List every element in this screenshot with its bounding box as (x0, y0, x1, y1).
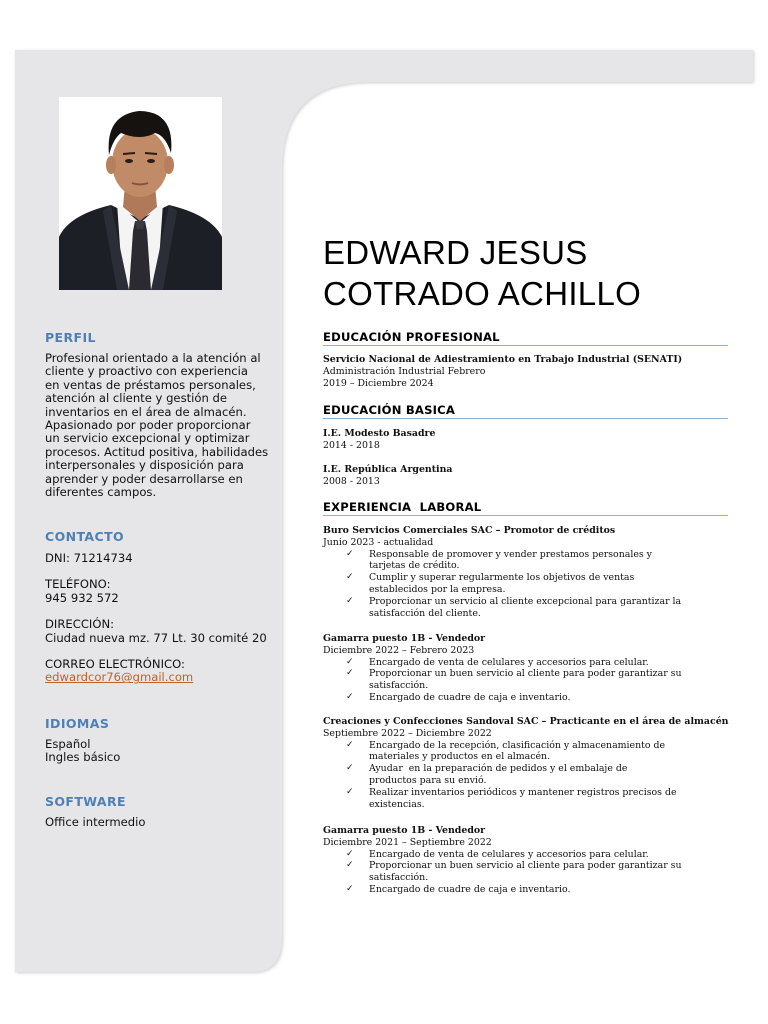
duty-line: satisfacción. (369, 872, 429, 884)
duty-line: satisfacción. (369, 680, 429, 692)
language-item: Español (45, 737, 91, 751)
job-entry (323, 525, 728, 619)
duty-line: establecidos por la empresa. (369, 583, 506, 595)
checkmark-icon: ✓ (346, 595, 354, 606)
duty-item (346, 860, 718, 884)
job-title: Gamarra puesto 1B - Vendedor (323, 633, 486, 644)
profile-text (45, 352, 280, 499)
dni-text: DNI: 71214734 (45, 551, 133, 565)
phone-label: TELÉFONO: (45, 577, 111, 592)
education-pro-entry (323, 354, 728, 389)
checkmark-icon: ✓ (346, 548, 354, 559)
job-dates: Diciembre 2021 – Septiembre 2022 (323, 836, 492, 848)
profile-line: en ventas de préstamos personales, (45, 377, 256, 392)
software-heading: SOFTWARE (45, 794, 126, 809)
institution-name: Servicio Nacional de Adiestramiento en Trabajo Industrial (SENATI) (323, 354, 683, 365)
job-duties (346, 740, 728, 811)
duty-item (346, 692, 718, 704)
job-dates: Septiembre 2022 – Diciembre 2022 (323, 727, 492, 739)
software-item: Office intermedio (45, 815, 146, 829)
person-portrait-icon (59, 97, 222, 290)
contact-heading: CONTACTO (45, 529, 125, 544)
duty-line: Cumplir y superar regularmente los objetivos de ventas (369, 572, 635, 584)
school-dates: 2014 - 2018 (323, 439, 380, 451)
program-name: Administración Industrial Febrero (323, 365, 486, 377)
duty-item (346, 763, 718, 787)
duty-line: Realizar inventarios periódicos y mantener registros precisos de (369, 786, 677, 798)
checkmark-icon: ✓ (346, 668, 354, 679)
experience-heading: EXPERIENCIA LABORAL (323, 500, 728, 516)
duty-item (346, 884, 718, 896)
duty-line: Encargado de cuadre de caja e inventario. (369, 691, 571, 703)
language-item: Ingles básico (45, 750, 121, 765)
contact-section (45, 529, 280, 685)
checkmark-icon: ✓ (346, 691, 354, 702)
checkmark-icon: ✓ (346, 883, 354, 894)
duty-item (346, 787, 718, 811)
email-label: CORREO ELECTRÓNICO: (45, 657, 185, 672)
name-line-2: COTRADO ACHILLO (323, 275, 642, 312)
duty-line: Responsable de promover y vender prestamos personales y (369, 548, 652, 560)
checkmark-icon: ✓ (346, 763, 354, 774)
checkmark-icon: ✓ (346, 739, 354, 750)
education-pro-heading: EDUCACIÓN PROFESIONAL (323, 330, 728, 346)
duty-item (346, 572, 718, 596)
profile-line: diferentes campos. (45, 485, 157, 500)
school-name: I.E. Modesto Basadre (323, 428, 436, 439)
job-entry (323, 825, 728, 896)
job-duties (346, 849, 728, 896)
program-dates: 2019 – Diciembre 2024 (323, 377, 434, 389)
job-duties (346, 549, 728, 620)
email-link[interactable]: edwardcor76@gmail.com (45, 670, 194, 685)
address-value: Ciudad nueva mz. 77 Lt. 30 comité 20 (45, 630, 267, 645)
job-title: Creaciones y Confecciones Sandoval SAC – Practicante en el área de almacén (323, 716, 729, 727)
full-name (323, 232, 743, 314)
duty-item (346, 657, 718, 669)
checkmark-icon: ✓ (346, 848, 354, 859)
duty-item (346, 740, 718, 764)
job-dates: Junio 2023 - actualidad (323, 536, 434, 548)
job-entry (323, 633, 728, 704)
profile-line: atención al cliente y gestión de (45, 391, 227, 406)
duty-item (346, 668, 718, 692)
duty-line: Encargado de venta de celulares y accesorios para celular. (369, 848, 649, 860)
checkmark-icon: ✓ (346, 786, 354, 797)
job-title: Gamarra puesto 1B - Vendedor (323, 825, 486, 836)
duty-line: Proporcionar un buen servicio al cliente para poder garantizar su (369, 860, 682, 872)
profile-line: interpersonales y disposición para (45, 458, 244, 473)
duty-line: Ayudar en la preparación de pedidos y el embalaje de (369, 763, 628, 775)
languages-section (45, 716, 280, 765)
checkmark-icon: ✓ (346, 572, 354, 583)
duty-line: Encargado de venta de celulares y accesorios para celular. (369, 656, 649, 668)
duty-line: tarjetas de crédito. (369, 560, 460, 572)
duty-line: Encargado de la recepción, clasificación y almacenamiento de (369, 739, 666, 751)
duty-item (346, 549, 718, 573)
name-line-1: EDWARD JESUS (323, 234, 588, 271)
checkmark-icon: ✓ (346, 860, 354, 871)
profile-line: cliente y proactivo con experiencia (45, 364, 249, 379)
profile-line: inventarios en el área de almacén. (45, 404, 247, 419)
software-section (45, 794, 280, 829)
profile-photo (59, 97, 222, 290)
school-entry (323, 428, 728, 452)
languages-heading: IDIOMAS (45, 716, 110, 731)
profile-heading: PERFIL (45, 330, 96, 345)
job-entry (323, 716, 728, 810)
school-entry (323, 464, 728, 488)
duty-item (346, 849, 718, 861)
profile-line: procesos. Actitud positiva, habilidades (45, 444, 269, 459)
duty-line: Proporcionar un buen servicio al cliente para poder garantizar su (369, 668, 682, 680)
profile-line: aprender y poder desarrollarse en (45, 471, 243, 486)
job-duties (346, 657, 728, 704)
duty-line: productos para su envió. (369, 774, 487, 786)
job-title: Buro Servicios Comerciales SAC – Promotor de créditos (323, 525, 616, 536)
phone-value: 945 932 572 (45, 590, 119, 605)
duty-line: existencias. (369, 798, 425, 810)
job-dates: Diciembre 2022 – Febrero 2023 (323, 644, 475, 656)
school-dates: 2008 - 2013 (323, 475, 380, 487)
address-label: DIRECCIÓN: (45, 617, 115, 632)
profile-section (45, 330, 280, 499)
profile-line: un servicio excepcional y optimizar (45, 431, 250, 446)
profile-line: Profesional orientado a la atención al (45, 351, 261, 365)
checkmark-icon: ✓ (346, 656, 354, 667)
school-name: I.E. República Argentina (323, 464, 453, 475)
profile-line: Apasionado por poder proporcionar (45, 418, 251, 433)
duty-line: materiales y productos en el almacén. (369, 751, 551, 763)
education-basic-heading: EDUCACIÓN BASICA (323, 403, 728, 419)
duty-line: Proporcionar un servicio al cliente excepcional para garantizar la (369, 595, 682, 607)
duty-item (346, 596, 718, 620)
duty-line: satisfacción del cliente. (369, 607, 481, 619)
duty-line: Encargado de cuadre de caja e inventario. (369, 883, 571, 895)
